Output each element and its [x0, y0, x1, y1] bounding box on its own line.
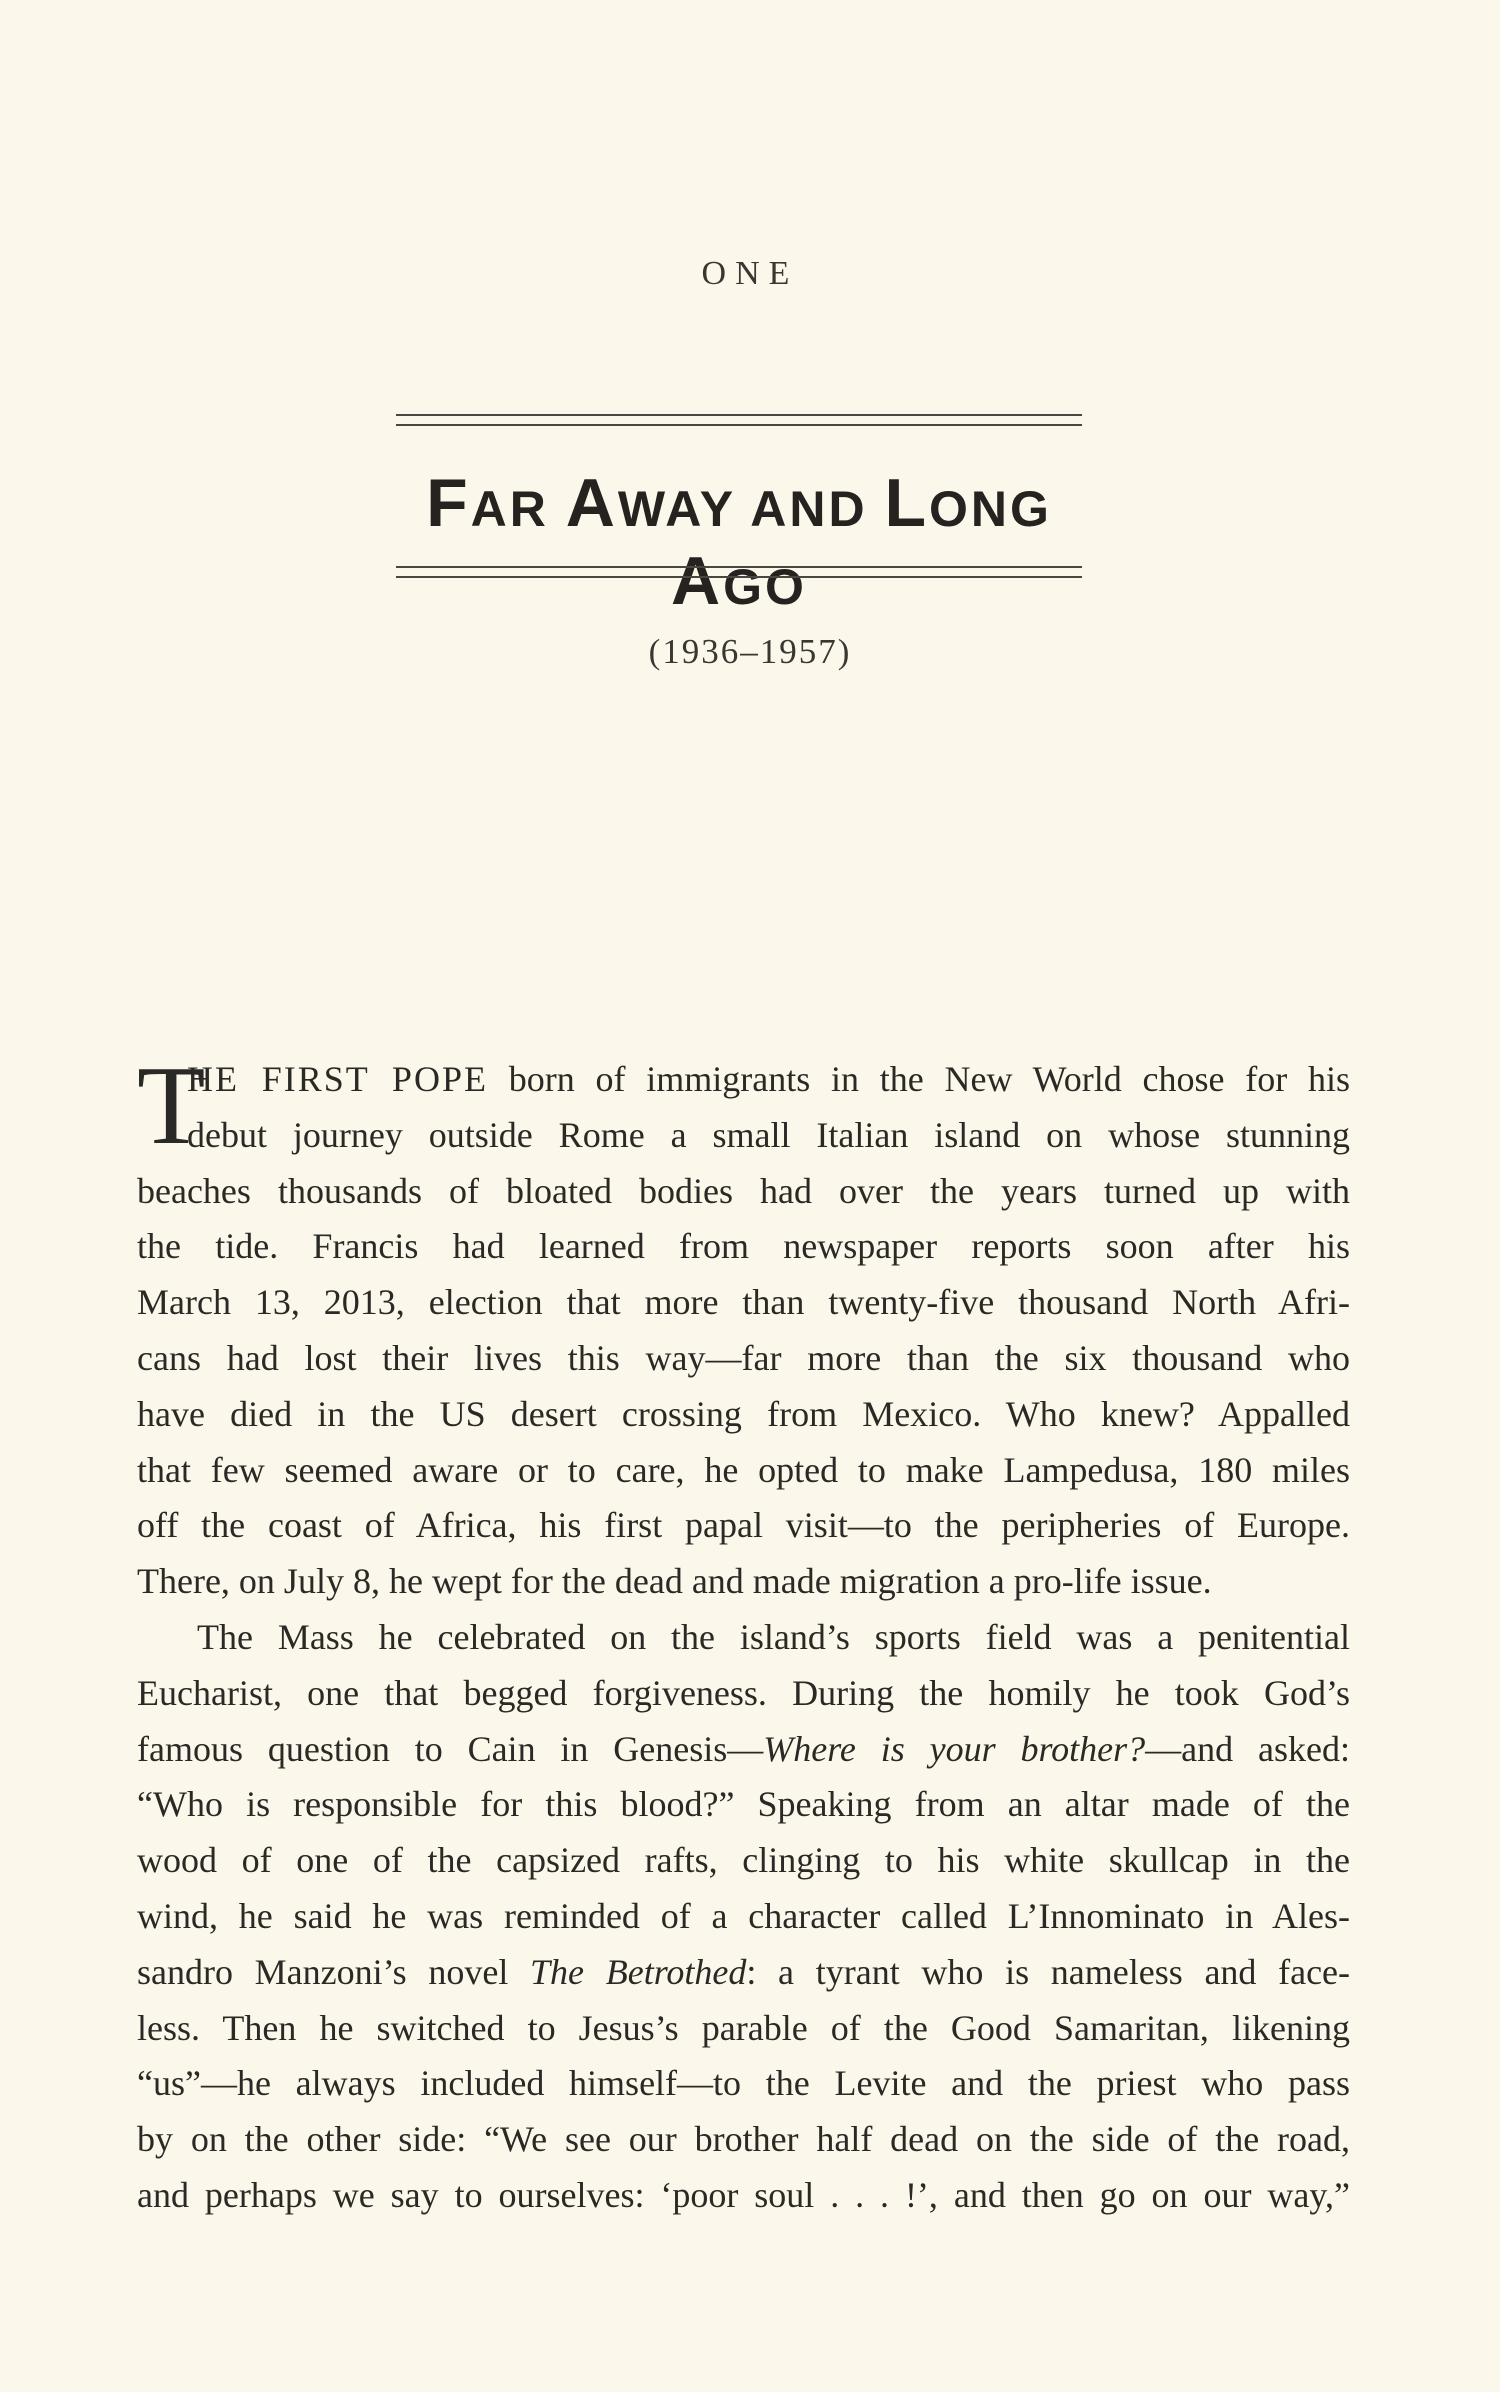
- paragraph-line: The Mass he celebrated on the island’s sports field was a penitential: [197, 1616, 1350, 1657]
- title-part: AR: [470, 481, 566, 537]
- paragraph-line: less. Then he switched to Jesus’s parable of the Good Samaritan, likening: [137, 2007, 1350, 2048]
- title-rule-top-2: [396, 424, 1082, 426]
- lead-in-small-caps: HE FIRST POPE: [187, 1059, 488, 1099]
- chapter-dates: (1936–1957): [648, 632, 852, 671]
- drop-cap: T: [137, 1044, 206, 1168]
- paragraph-line: by on the other side: “We see our brother half dead on the side of the road,: [137, 2119, 1350, 2160]
- body-text: [137, 1044, 1351, 2224]
- paragraph-line: “Who is responsible for this blood?” Speaking from an altar made of the: [137, 1784, 1350, 1825]
- paragraph-line: March 13, 2013, election that more than twenty-five thousand North Afri-: [137, 1282, 1350, 1323]
- line-text: —and asked:: [1145, 1728, 1350, 1769]
- italic-text: The Betrothed: [530, 1951, 747, 1992]
- paragraph-line: “us”—he always included himself—to the Levite and the priest who pass: [137, 2063, 1350, 2104]
- paragraph-line: off the coast of Africa, his first papal visit—to the peripheries of Europe.: [137, 1505, 1350, 1546]
- paragraph-line: have died in the US desert crossing from Mexico. Who knew? Appalled: [137, 1393, 1350, 1434]
- title-rule-bottom-1: [396, 566, 1082, 568]
- title-part: A: [565, 465, 618, 541]
- paragraph-line: wind, he said he was reminded of a character called L’Innominato in Ales-: [137, 1895, 1350, 1936]
- paragraph-line: and perhaps we say to ourselves: ‘poor soul . . . !’, and then go on our way,”: [137, 2174, 1350, 2215]
- title-part: L: [884, 465, 930, 541]
- title-part: A: [671, 543, 724, 619]
- paragraph-line: cans had lost their lives this way—far more than the six thousand who: [137, 1337, 1350, 1378]
- paragraph-line: Eucharist, one that begged forgiveness. During the homily he took God’s: [137, 1672, 1350, 1713]
- title-part: F: [426, 465, 471, 541]
- paragraph-line: [137, 1722, 1350, 1778]
- line-text: born of immigrants in the New World chose for his: [487, 1059, 1350, 1099]
- paragraph-line: [137, 1945, 1350, 2001]
- title-part: GO: [723, 559, 807, 615]
- chapter-title: [396, 464, 1082, 620]
- title-rule-top-1: [396, 414, 1082, 416]
- line-text: sandro Manzoni’s novel: [137, 1951, 531, 1992]
- title-part: ONG: [929, 481, 1052, 537]
- paragraph-line: the tide. Francis had learned from newspaper reports soon after his: [137, 1226, 1350, 1267]
- italic-text: Where is your brother?: [763, 1728, 1146, 1769]
- line-text: : a tyrant who is nameless and face-: [746, 1951, 1351, 1992]
- paragraph-line: debut journey outside Rome a small Italian island on whose stunning: [187, 1114, 1350, 1155]
- paragraph-line: There, on July 8, he wept for the dead and made migration a pro-life issue.: [137, 1561, 1212, 1602]
- paragraph-line: wood of one of the capsized rafts, clinging to his white skullcap in the: [137, 1840, 1350, 1881]
- title-rule-bottom-2: [396, 576, 1082, 578]
- paragraph-line: that few seemed aware or to care, he opted to make Lampedusa, 180 miles: [137, 1449, 1350, 1490]
- line-text: famous question to Cain in Genesis—: [137, 1728, 764, 1769]
- chapter-number: ONE: [701, 255, 799, 292]
- title-part: WAY AND: [617, 481, 885, 537]
- paragraph-line: beaches thousands of bloated bodies had over the years turned up with: [137, 1170, 1350, 1211]
